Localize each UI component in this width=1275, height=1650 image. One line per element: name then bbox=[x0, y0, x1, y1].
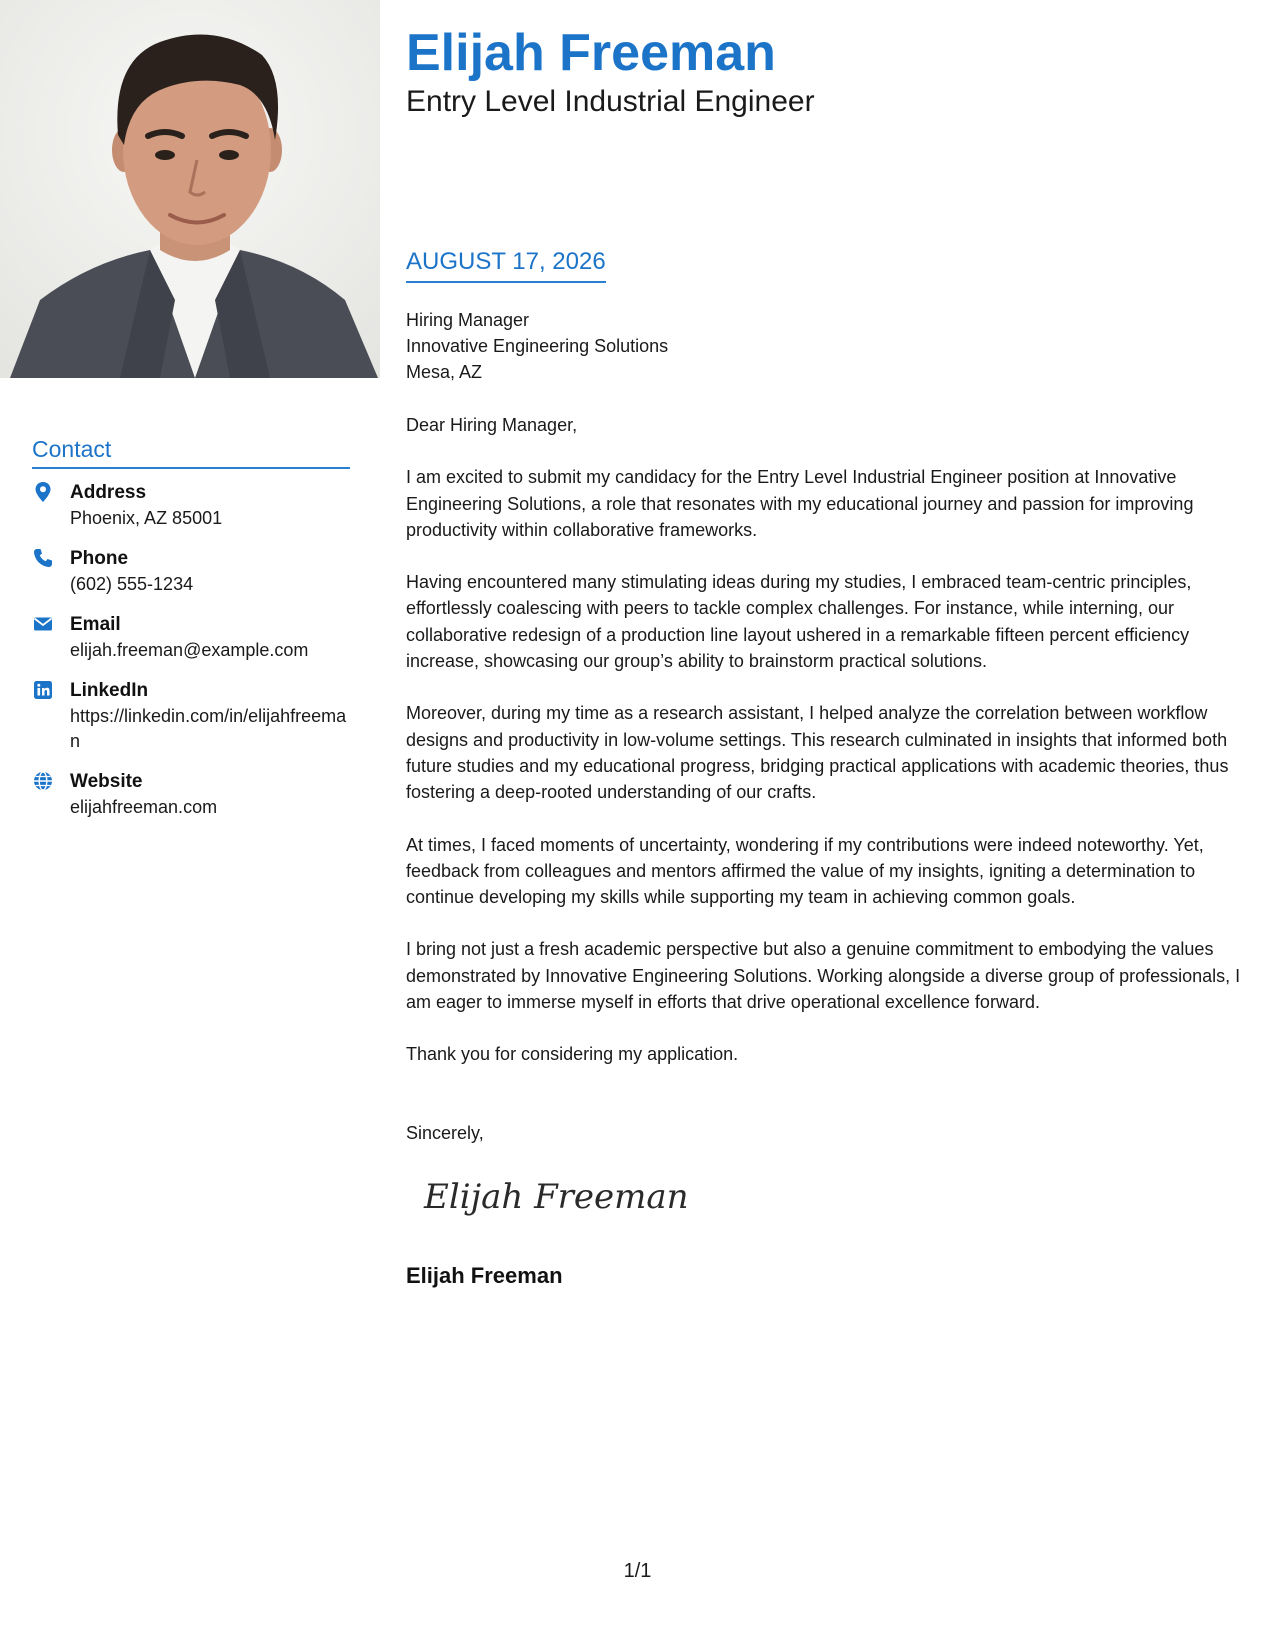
handwritten-signature bbox=[420, 1166, 689, 1231]
contact-address bbox=[32, 480, 352, 531]
contact-value[interactable]: elijahfreeman.com bbox=[70, 797, 218, 817]
letter-date: AUGUST 17, 2026 bbox=[406, 247, 606, 283]
paragraph: Moreover, during my time as a research assistant, I helped analyze the correlation between workflow designs and productivity in low-volume settings. This research culminated in insights that informed both future studies and my educational progress, bridging practical applications with academic theories, thus fostering a deep-rooted understanding of our crafts. bbox=[406, 703, 1229, 803]
contact-label: Website bbox=[70, 771, 143, 792]
paragraph: Thank you for considering my application. bbox=[406, 1044, 739, 1065]
linkedin-icon bbox=[32, 679, 54, 701]
page-number: 1/1 bbox=[623, 1560, 652, 1582]
contact-list bbox=[32, 480, 352, 835]
signature-text: Elijah Freeman bbox=[424, 1177, 689, 1217]
sidebar bbox=[0, 0, 380, 1650]
closing: Sincerely, bbox=[406, 1123, 484, 1143]
contact-website bbox=[32, 769, 352, 820]
phone-icon bbox=[32, 547, 54, 569]
contact-value[interactable]: elijah.freeman@example.com bbox=[70, 640, 309, 660]
recipient-location: Mesa, AZ bbox=[406, 362, 483, 382]
contact-linkedin bbox=[32, 678, 352, 754]
contact-label: Phone bbox=[70, 548, 129, 569]
contact-value: (602) 555-1234 bbox=[70, 574, 194, 594]
contact-label: LinkedIn bbox=[70, 680, 149, 701]
contact-label: Address bbox=[70, 482, 147, 503]
paragraph: At times, I faced moments of uncertainty, wondering if my contributions were indeed noteworthy. Yet, feedback from colleagues and mentors affirmed the value of my insights, igniting a determination to continue developing my skills while supporting my team in achieving common goals. bbox=[406, 834, 1204, 908]
contact-heading: Contact bbox=[32, 436, 350, 469]
signer-name: Elijah Freeman bbox=[406, 1263, 563, 1288]
job-title: Entry Level Industrial Engineer bbox=[406, 85, 815, 118]
profile-photo bbox=[0, 0, 380, 378]
globe-icon bbox=[32, 770, 54, 792]
map-pin-icon bbox=[32, 481, 54, 503]
salutation: Dear Hiring Manager, bbox=[406, 415, 578, 435]
applicant-name: Elijah Freeman bbox=[406, 24, 776, 82]
contact-label: Email bbox=[70, 614, 121, 635]
recipient-block bbox=[406, 307, 668, 385]
contact-email bbox=[32, 612, 352, 663]
contact-value[interactable]: https://linkedin.com/in/elijahfreeman bbox=[70, 706, 347, 751]
paragraph: I am excited to submit my candidacy for the Entry Level Industrial Engineer position at Innovative Engineering Solutions, a role that resonates with my educational journey and passion for improving productivity within collaborative frameworks. bbox=[406, 467, 1194, 540]
contact-phone bbox=[32, 546, 352, 597]
paragraph: Having encountered many stimulating ideas during my studies, I embraced team-centric principles, effortlessly coalescing with peers to tackle complex challenges. For instance, while interning, our collaborative redesign of a production line layout ushered in a remarkable fifteen percent efficiency increase, showcasing our group’s ability to brainstorm practical solutions. bbox=[406, 572, 1192, 672]
letter-body bbox=[406, 412, 1246, 1094]
recipient-name: Hiring Manager bbox=[406, 310, 530, 330]
contact-value: Phoenix, AZ 85001 bbox=[70, 508, 223, 528]
paragraph: I bring not just a fresh academic perspective but also a genuine commitment to embodying the values demonstrated by Innovative Engineering Solutions. Working alongside a diverse group of professionals, I am eager to immerse myself in efforts that drive operational excellence forward. bbox=[406, 939, 1241, 1013]
email-icon bbox=[32, 613, 54, 635]
recipient-company: Innovative Engineering Solutions bbox=[406, 336, 669, 356]
